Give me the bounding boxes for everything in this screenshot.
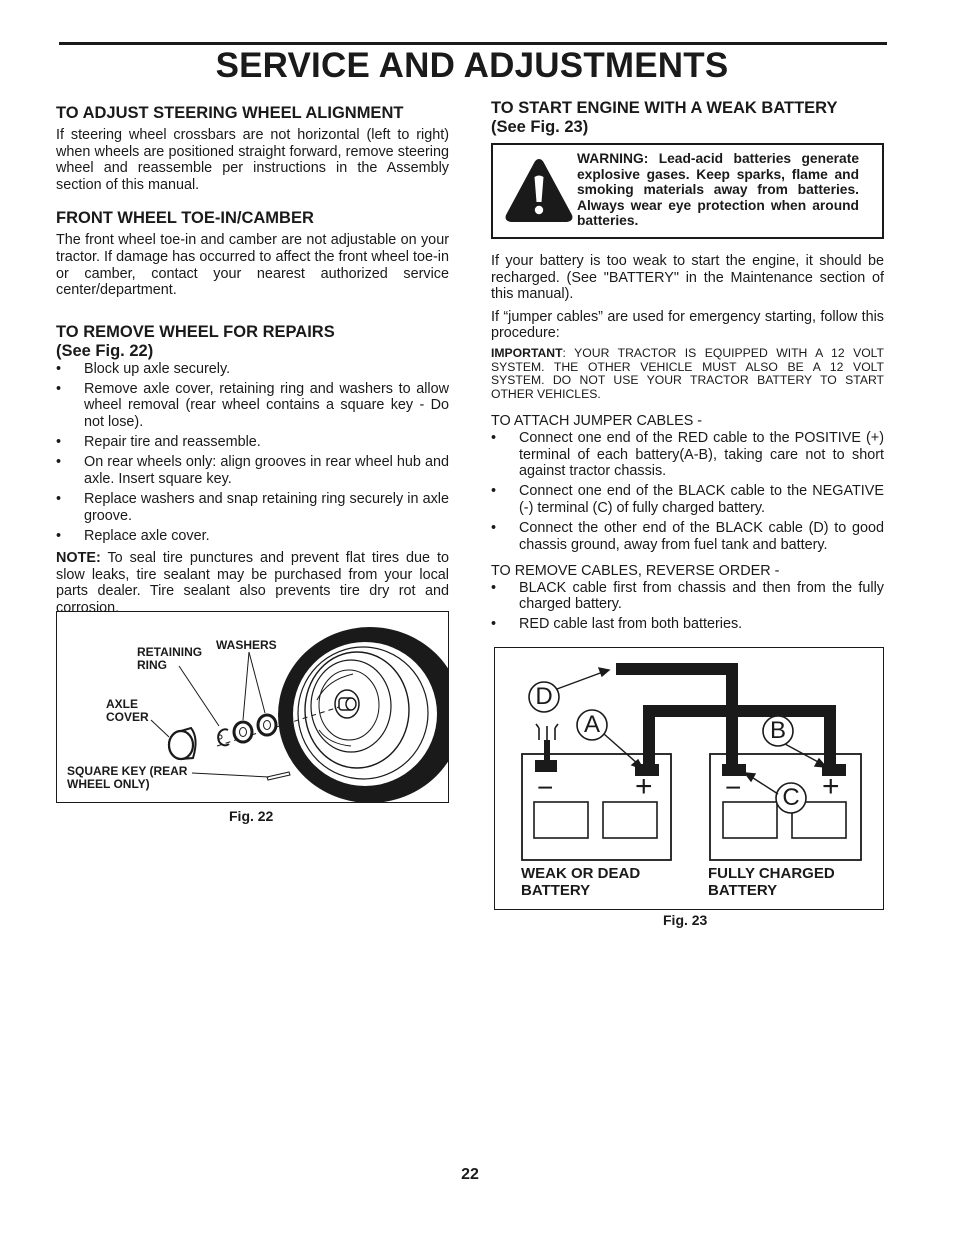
warning-body: : Lead-acid batteries generate explosive gases. Keep sparks, flame and smoking materials away from batteries. Always wear eye protection when around batteries. (577, 151, 859, 229)
list-item: • Block up axle securely. (56, 361, 449, 378)
warning-box (491, 143, 884, 239)
weak-battery-heading (491, 99, 884, 137)
figure-23-jumper-cables (494, 647, 884, 910)
figure-22-caption: Fig. 22 (229, 808, 274, 824)
list-item: • Replace axle cover. (56, 528, 449, 545)
label-text: WHEEL ONLY) (67, 777, 150, 791)
label-text: RETAINING (137, 645, 203, 659)
steering-body: If steering wheel crossbars are not horizontal (left to right) when wheels are positioned straight forward, remove steering wheel and reassemble per instructions in the Assembly section of this manual. (56, 127, 449, 193)
label-text: FULLY CHARGED (708, 865, 835, 882)
left-column (56, 104, 449, 617)
label-text: COVER (106, 710, 149, 724)
list-item: • RED cable last from both batteries. (491, 616, 884, 633)
label-washers: WASHERS (216, 638, 277, 652)
charged-battery-label (708, 865, 835, 899)
weak-battery-heading-line1: TO START ENGINE WITH A WEAK BATTERY (491, 99, 838, 117)
note-text: To seal tire punctures and prevent flat tires due to slow leaks, tire sealant may be purchased from your local parts dealer. Tire sealant also prevents tire dry rot and corrosion. (56, 550, 449, 616)
remove-wheel-heading-line1: TO REMOVE WHEEL FOR REPAIRS (56, 322, 335, 341)
right-column (491, 99, 884, 636)
square-key-icon (267, 772, 290, 780)
page-title: SERVICE AND ADJUSTMENTS (215, 46, 729, 85)
weak-battery-label (521, 865, 640, 899)
ground-clamp-icon (539, 726, 555, 740)
remove-wheel-heading-line2: (See Fig. 22) (56, 341, 154, 360)
remove-steps (491, 580, 884, 633)
warning-triangle-icon (503, 155, 575, 227)
list-item: • On rear wheels only: align grooves in rear wheel hub and axle. Insert square key. (56, 454, 449, 487)
weak-positive-sign: + (635, 770, 653, 803)
label-retaining-ring (137, 646, 202, 672)
page-number: 22 (461, 1166, 479, 1183)
charged-negative-sign: − (725, 772, 742, 803)
list-item: • Connect one end of the RED cable to the POSITIVE (+) terminal of each battery(A-B), taking care not to short against tractor chassis. (491, 430, 884, 480)
red-cable-icon (649, 711, 830, 764)
attach-heading: TO ATTACH JUMPER CABLES - (491, 413, 703, 430)
list-item: • BLACK cable first from chassis and then from the fully charged battery. (491, 580, 884, 613)
callout-a: A (583, 711, 600, 738)
weak-battery-heading-line2: (See Fig. 23) (491, 118, 589, 136)
important-notice (491, 347, 884, 401)
steering-heading: TO ADJUST STEERING WHEEL ALIGNMENT (56, 104, 404, 122)
callout-c: C (782, 784, 800, 811)
label-text: SQUARE KEY (REAR (67, 764, 188, 778)
callout-b: B (769, 717, 786, 744)
label-text: AXLE (106, 697, 139, 711)
charged-positive-sign: + (822, 770, 840, 803)
attach-steps (491, 430, 884, 553)
warning-label: WARNING (577, 151, 644, 166)
remove-heading: TO REMOVE CABLES, REVERSE ORDER - (491, 563, 780, 580)
label-text: BATTERY (708, 882, 778, 899)
important-body: : YOUR TRACTOR IS EQUIPPED WITH A 12 VOLT SYSTEM. THE OTHER VEHICLE MUST ALSO BE A 12 VOLT SYSTEM. DO NOT USE YOUR TRACTOR BATTERY TO START OTHER VEHICLES. (491, 345, 884, 401)
remove-wheel-steps (56, 361, 449, 544)
list-item: • Connect the other end of the BLACK cable (D) to good chassis ground, away from fuel tank and battery. (491, 520, 884, 553)
important-label: IMPORTANT (491, 345, 563, 360)
header-rule (59, 42, 887, 45)
label-text: BATTERY (521, 882, 591, 899)
label-text: RING (137, 658, 167, 672)
toe-heading: FRONT WHEEL TOE-IN/CAMBER (56, 209, 314, 228)
battery-para-2: If “jumper cables” are used for emergency starting, follow this procedure: (491, 308, 884, 342)
label-axle-cover (106, 698, 149, 724)
toe-body: The front wheel toe-in and camber are not adjustable on your tractor. If damage has occurred to affect the front wheel toe-in or camber, contact your nearest authorized service center/department. (56, 232, 449, 299)
note-label: NOTE: (56, 550, 101, 567)
callout-d: D (535, 683, 553, 710)
figure-22-wheel-removal (56, 611, 449, 803)
weak-negative-sign: − (537, 772, 554, 803)
battery-para-1: If your battery is too weak to start the engine, it should be recharged. (See "BATTERY" in the Maintenance section of this manual). (491, 253, 884, 303)
tire-sealant-note (56, 550, 449, 616)
warning-text (577, 151, 859, 229)
list-item: • Replace washers and snap retaining ring securely in axle groove. (56, 491, 449, 524)
label-square-key (67, 765, 187, 791)
figure-23-caption: Fig. 23 (663, 912, 708, 928)
remove-wheel-heading (56, 323, 449, 361)
list-item: • Connect one end of the BLACK cable to the NEGATIVE (-) terminal (C) of fully charged battery. (491, 483, 884, 516)
list-item: • Repair tire and reassemble. (56, 434, 449, 451)
list-item: • Remove axle cover, retaining ring and washers to allow wheel removal (rear wheel contains a square key - Do not lose). (56, 381, 449, 431)
label-text: WEAK OR DEAD (521, 865, 641, 882)
